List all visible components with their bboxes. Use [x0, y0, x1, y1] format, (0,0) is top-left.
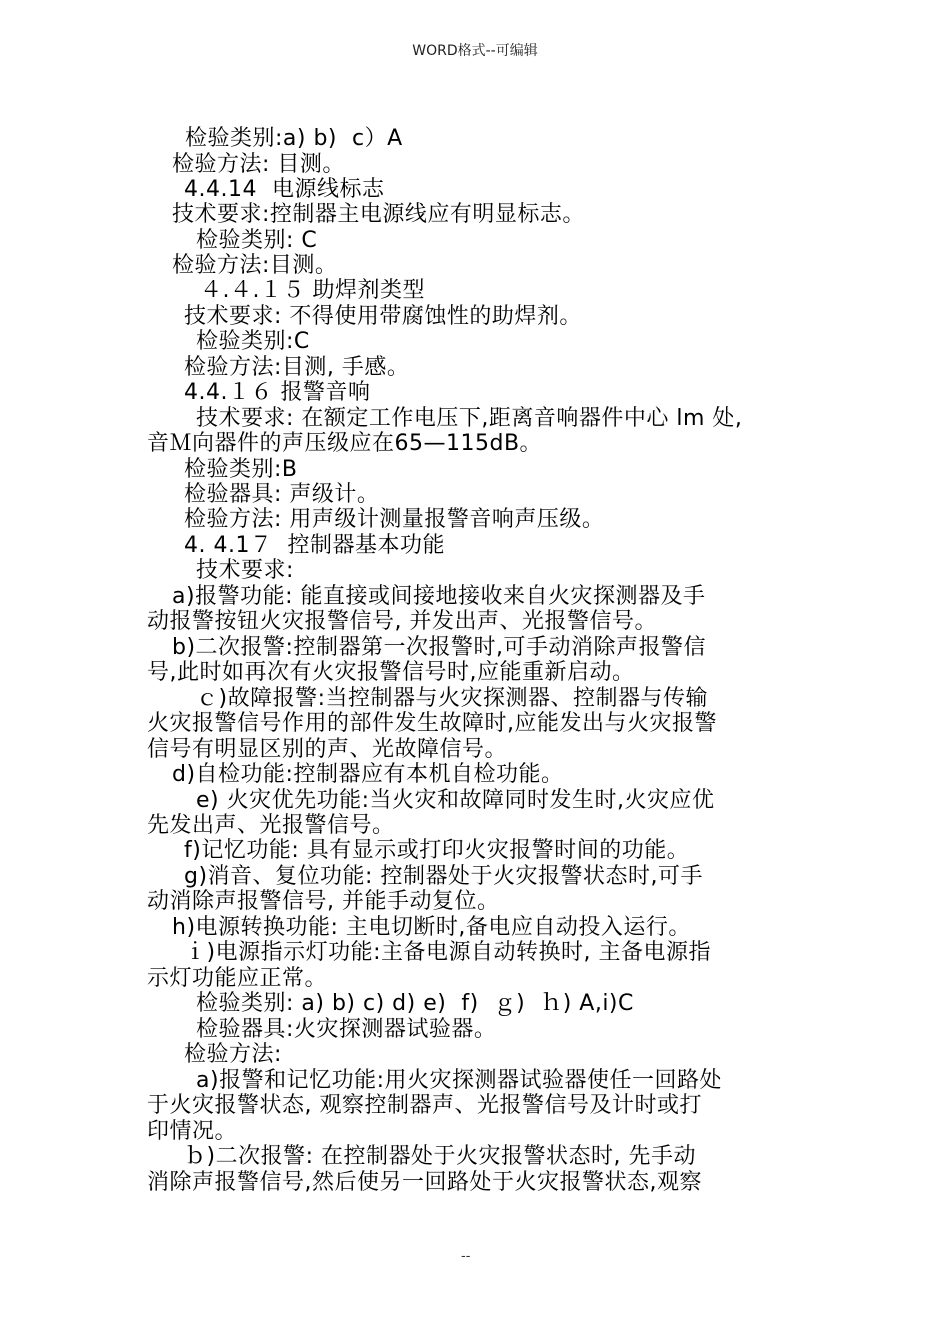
text-line: 火灾报警信号作用的部件发生故障时,应能发出与火灾报警 — [147, 711, 717, 736]
text-line: 检验方法:目测。 — [172, 253, 338, 278]
text-line: 先发出声、光报警信号。 — [147, 813, 395, 838]
text-line: 技术要求:控制器主电源线应有明显标志。 — [172, 202, 585, 227]
text-line: 检验方法: 目测。 — [172, 152, 345, 177]
text-line: a)报警功能: 能直接或间接地接收来自火灾探测器及手 — [172, 584, 706, 609]
text-line: 技术要求: 不得使用带腐蚀性的助焊剂。 — [184, 304, 582, 329]
text-line: 号,此时如再次有火灾报警信号时,应能重新启动。 — [147, 660, 635, 685]
text-line: 动报警按钮火灾报警信号, 并发出声、光报警信号。 — [147, 609, 657, 634]
text-line: 检验方法: 用声级计测量报警音响声压级。 — [184, 507, 605, 532]
page-header: WORD格式--可编辑 — [412, 43, 538, 59]
text-line: 技术要求: 在额定工作电压下,距离音响器件中心 lm 处, — [196, 406, 743, 431]
text-line: e) 火灾优先功能:当火灾和故障同时发生时,火灾应优 — [196, 788, 715, 813]
text-line: 于火灾报警状态, 观察控制器声、光报警信号及计时或打 — [147, 1093, 702, 1118]
text-line: 信号有明显区别的声、光故障信号。 — [147, 737, 508, 762]
text-line: f)记忆功能: 具有显示或打印火灾报警时间的功能。 — [184, 838, 690, 863]
text-line: h)电源转换功能: 主电切断时,备电应自动投入运行。 — [172, 915, 691, 940]
text-line: 检验类别:B — [184, 457, 298, 482]
text-line: 印情况。 — [147, 1119, 238, 1144]
text-line: 检验类别:C — [196, 329, 310, 354]
section-heading: 4.4.14 电源线标志 — [184, 177, 385, 202]
text-line: g)消音、复位功能: 控制器处于火灾报警状态时,可手 — [184, 864, 703, 889]
text-line: 检验类别: a) b) c) d) e) f) ｇ) ｈ) A,i)C — [196, 991, 634, 1016]
text-line: 检验类别: C — [196, 228, 318, 253]
text-line: 动消除声报警信号, 并能手动复位。 — [147, 889, 500, 914]
text-line: 技术要求: — [196, 558, 294, 583]
section-heading: ４.４.１５ 助焊剂类型 — [200, 278, 425, 303]
text-line: 检验方法:目测, 手感。 — [184, 355, 410, 380]
text-line: 检验类别:a) b) c）A — [185, 126, 403, 151]
text-line: ｂ)二次报警: 在控制器处于火灾报警状态时, 先手动 — [184, 1144, 696, 1169]
text-line: 检验器具:火灾探测器试验器。 — [196, 1017, 497, 1042]
text-line: 音Ｍ向器件的声压级应在65—115dB。 — [147, 431, 543, 456]
text-line: d)自检功能:控制器应有本机自检功能。 — [172, 762, 564, 787]
text-line: 检验方法: — [184, 1042, 282, 1067]
section-heading: 4. 4.1７ 控制器基本功能 — [184, 533, 445, 558]
text-line: 消除声报警信号,然后使另一回路处于火灾报警状态,观察 — [147, 1170, 702, 1195]
text-line: ｉ)电源指示灯功能:主备电源自动转换时, 主备电源指 — [184, 940, 711, 965]
page-footer: -- — [461, 1249, 471, 1264]
section-heading: 4.4.１６ 报警音响 — [184, 380, 371, 405]
text-line: 检验器具: 声级计。 — [184, 482, 380, 507]
text-line: a)报警和记忆功能:用火灾探测器试验器使任一回路处 — [196, 1068, 722, 1093]
text-line: b)二次报警:控制器第一次报警时,可手动消除声报警信 — [172, 635, 706, 660]
text-line: 示灯功能应正常。 — [147, 966, 328, 991]
text-line: ｃ)故障报警:当控制器与火灾探测器、控制器与传输 — [196, 686, 708, 711]
